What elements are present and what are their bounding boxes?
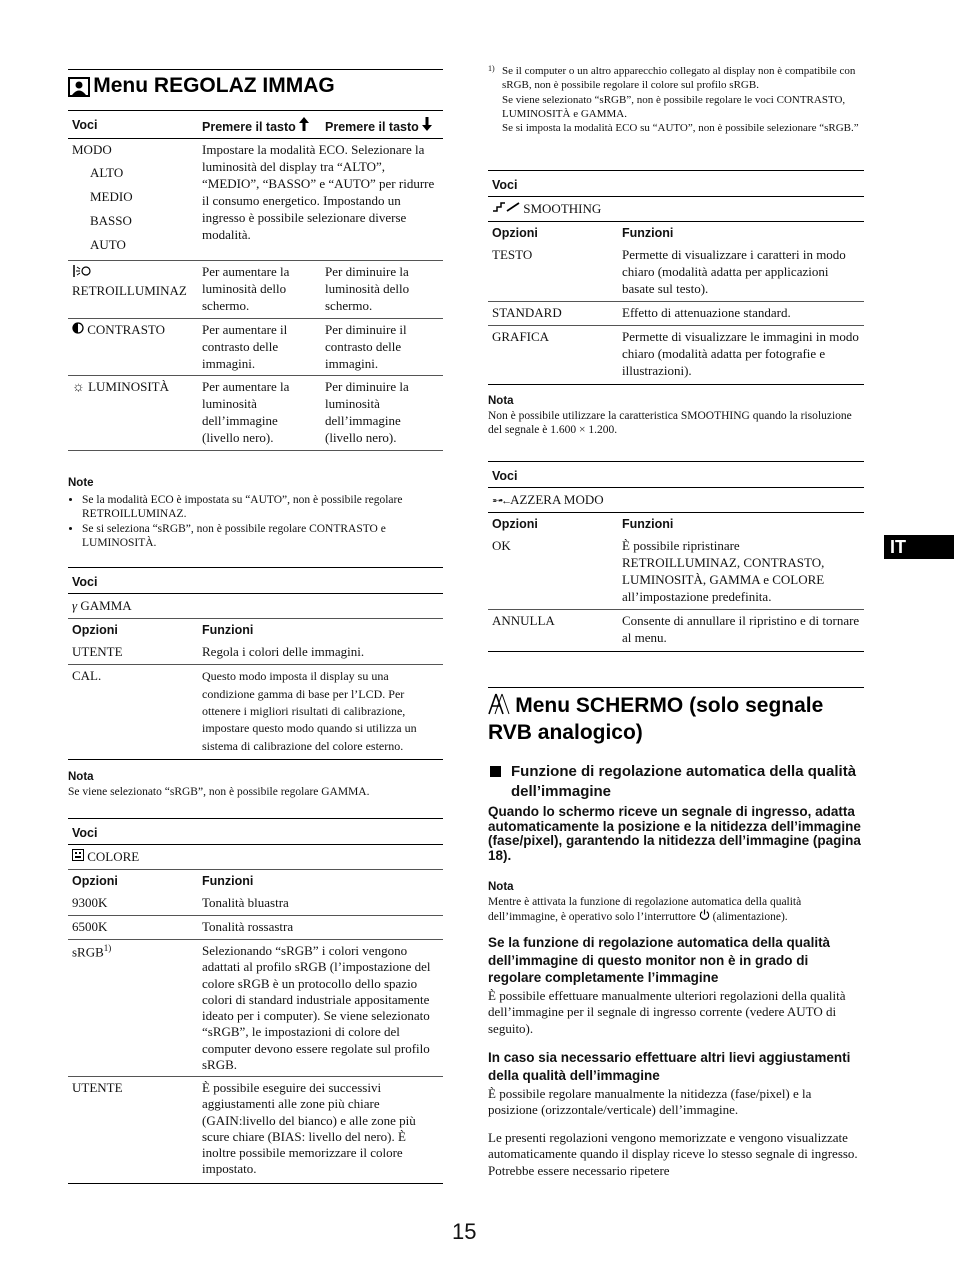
table-row (488, 325, 864, 384)
note-text: Se viene selezionato “sRGB”, non è possibile regolare GAMMA. (68, 785, 370, 798)
table-row (68, 940, 443, 1077)
contrast-icon (72, 322, 84, 334)
function: Effetto di attenuazione standard. (618, 302, 864, 326)
arrow-up-icon (299, 117, 309, 131)
table-row (488, 535, 864, 609)
modo-desc: Impostare la modalità ECO. Selezionare la luminosità del display tra “ALTO”, “MEDIO”, “BASSO” e “AUTO” per ridurre il consumo energetico. Impostando un ingresso è possibile selezionare diverse modalità. (198, 139, 443, 261)
voci-header: Voci (488, 462, 864, 488)
option: CAL. (72, 668, 102, 684)
table-row (68, 318, 443, 376)
table-row (68, 139, 443, 261)
footnote-line: Se viene selezionato “sRGB”, non è possibile regolare le voci CONTRASTO, LUMINOSITÀ e GAMMA. (502, 93, 846, 120)
sun-icon: ☼ (72, 380, 85, 396)
down-header: Premere il tasto (321, 111, 443, 139)
note-heading: Nota (68, 771, 94, 783)
bold-paragraph: Quando lo schermo riceve un segnale di ingresso, adatta automaticamente la posizione e la nitidezza dell’immagine (fase/pixel), garantendo la nitidezza dell’immagine (pagina 18). (488, 804, 861, 863)
modo-sub: ALTO (90, 165, 124, 181)
smoothing-table (488, 170, 864, 385)
note-heading: Nota (488, 881, 514, 893)
row-up: Per aumentare la luminosità dell’immagine (livello nero). (198, 376, 321, 451)
option: STANDARD (488, 302, 618, 326)
backlight-icon (72, 264, 94, 278)
function: Regola i colori delle immagini. (198, 641, 443, 664)
note-block (68, 466, 443, 550)
function: Selezionando “sRGB” i colori vengono adattati al profilo sRGB (l’impostazione del colore sRGB è un protocollo dello spazio colori di standard industriale appositamente ideato per i computer). Se viene selezionato “sRGB”, le impostazioni di colore del computer devono essere regolate sul profilo sRGB. (198, 940, 443, 1077)
row-label: LUMINOSITÀ (88, 379, 169, 395)
note-heading: Nota (488, 395, 514, 407)
option: UTENTE (68, 641, 198, 664)
table-row (68, 641, 443, 664)
paragraph: È possibile effettuare manualmente ulteriori regolazioni della qualità dell’immagine per il segnale di ingresso corrente (vedere AUTO di seguito). (488, 988, 846, 1036)
table-row (488, 609, 864, 651)
table-row (488, 244, 864, 301)
table-row (68, 1077, 443, 1184)
paragraph: È possibile regolare manualmente la nitidezza (fase/pixel) e la posizione (orizzontale/verticale) dell’immagine. (488, 1086, 812, 1118)
note-block (488, 870, 864, 925)
voci-header: Voci (68, 568, 443, 594)
row-down: Per diminuire il contrasto delle immagini. (321, 318, 443, 376)
smoothing-icon (492, 201, 520, 213)
row-up: Per aumentare la luminosità dello schermo. (198, 261, 321, 319)
note-block (68, 760, 443, 799)
option: 6500K (68, 916, 198, 940)
option: sRGB (72, 944, 104, 960)
table-row (68, 916, 443, 940)
item-label: GAMMA (80, 598, 132, 614)
function: Permette di visualizzare i caratteri in modo chiaro (modalità adatta per applicazioni basate sul testo). (618, 244, 864, 301)
table-row (68, 261, 443, 319)
subsection-heading (488, 762, 864, 803)
voci-header: Voci (488, 171, 864, 197)
subheading: Se la funzione di regolazione automatica della qualità dell’immagine di questo monitor non è in grado di regolare completamente l’immagine (488, 935, 831, 986)
item-label: COLORE (87, 849, 140, 865)
note-text: Non è possibile utilizzare la caratteristica SMOOTHING quando la risoluzione del segnale è 1.600 × 1.200. (488, 409, 852, 437)
table-row (68, 376, 443, 451)
footnote-line: Se si imposta la modalità ECO su “AUTO”, non è possibile selezionare “sRGB.” (502, 122, 859, 135)
color-icon (72, 849, 84, 861)
option: UTENTE (72, 1080, 123, 1096)
screen-icon (488, 693, 512, 715)
image-icon (68, 77, 90, 102)
option: ANNULLA (492, 612, 555, 628)
page-number: 15 (452, 1219, 477, 1244)
row-label: CONTRASTO (87, 321, 166, 337)
arrow-down-icon (422, 117, 432, 131)
reset-icon: ➵•← (492, 495, 511, 508)
voci-header: Voci (68, 819, 443, 845)
opzioni-header: Opzioni (72, 874, 118, 889)
table-row (68, 892, 443, 915)
page-title: Menu REGOLAZ IMMAG (93, 74, 335, 97)
azzera-table (488, 461, 864, 652)
item-label: AZZERA MODO (510, 492, 604, 508)
option: OK (488, 535, 618, 609)
up-header: Premere il tasto (198, 111, 321, 139)
modo-sub: AUTO (90, 237, 126, 253)
table-row (488, 302, 864, 326)
subheading: In caso sia necessario effettuare altri lievi aggiustamenti della qualità dell’immagine (488, 1050, 851, 1083)
row-down: Per diminuire la luminosità dell’immagine (livello nero). (321, 376, 443, 451)
footnote-line: Se il computer o un altro apparecchio collegato al display non è compatibile con sRGB, non è possibile regolare il colore sul profilo sRGB. (502, 65, 856, 92)
note-item: • Se si seleziona “sRGB”, non è possibile regolare CONTRASTO e LUMINOSITÀ. (82, 522, 443, 551)
option: GRAFICA (492, 328, 550, 344)
function: Permette di visualizzare le immagini in modo chiaro (modalità adatta per fotografie e illustrazioni). (622, 328, 859, 378)
function: Tonalità bluastra (198, 892, 443, 915)
function: Questo modo imposta il display su una condizione gamma di base per l’LCD. Per ottenere i migliori risultati di calibrazione, impostare questo modo quando si utilizza un sistema di calibrazione del colore esterno. (202, 669, 417, 753)
item-label: SMOOTHING (523, 201, 602, 217)
footnote (488, 64, 864, 135)
row-down: Per diminuire la luminosità dello schermo. (321, 261, 443, 319)
function: È possibile ripristinare RETROILLUMINAZ, CONTRASTO, LUMINOSITÀ, GAMMA e COLORE all’impostazione predefinita. (618, 535, 864, 609)
language-tab: IT (884, 535, 954, 559)
gamma-table (68, 567, 443, 760)
schermo-heading (488, 687, 864, 747)
funzioni-header: Funzioni (622, 517, 674, 532)
table-row (68, 665, 443, 760)
option: TESTO (488, 244, 618, 301)
function: È possibile eseguire dei successivi aggiustamenti alle zone più chiare (GAIN:livello del bianco) e alle zone più scure chiare (BIAS: livello del nero). È inoltre possibile memorizzare il colore impostato. (202, 1080, 416, 1177)
note-block (488, 384, 864, 438)
voci-header: Voci (68, 111, 198, 139)
modo-sub: BASSO (90, 213, 132, 229)
regolaz-immag-heading (68, 69, 443, 101)
option: 9300K (68, 892, 198, 915)
footnote-mark: 1) (488, 64, 495, 73)
footnote-mark: 1) (103, 943, 112, 954)
funzioni-header: Funzioni (202, 874, 254, 889)
paragraph: Le presenti regolazioni vengono memorizzate e vengono visualizzate automaticamente quando il display riceve lo stesso segnale di ingresso. Potrebbe essere necessario ripetere (488, 1130, 858, 1178)
note-heading: Note (68, 477, 94, 489)
opzioni-header: Opzioni (492, 226, 538, 241)
row-label: RETROILLUMINAZ (72, 283, 187, 299)
function: Consente di annullare il ripristino e di tornare al menu. (622, 612, 860, 645)
gamma-icon: γ (72, 598, 78, 614)
note-text: Mentre è attivata la funzione di regolazione automatica della qualità dell’immagine, è operativo solo l’interruttore (488, 895, 802, 924)
modo-sub: MEDIO (90, 189, 133, 205)
opzioni-header: Opzioni (72, 623, 118, 638)
row-up: Per aumentare il contrasto delle immagini. (198, 318, 321, 376)
regolaz-table (68, 110, 443, 451)
modo-label: MODO (72, 142, 112, 158)
funzioni-header: Funzioni (622, 226, 674, 241)
section-title: Menu SCHERMO (solo segnale RVB analogico) (488, 694, 824, 745)
opzioni-header: Opzioni (492, 517, 538, 532)
note-item: • Se la modalità ECO è impostata su “AUTO”, non è possibile regolare RETROILLUMINAZ. (82, 493, 443, 522)
function: Tonalità rossastra (198, 916, 443, 940)
colore-table (68, 818, 443, 1184)
funzioni-header: Funzioni (202, 623, 254, 638)
bullet-square-icon (490, 766, 501, 777)
power-icon (699, 909, 710, 920)
subsection-title: Funzione di regolazione automatica della qualità dell’immagine (511, 763, 857, 801)
note-text: (alimentazione). (712, 911, 788, 924)
